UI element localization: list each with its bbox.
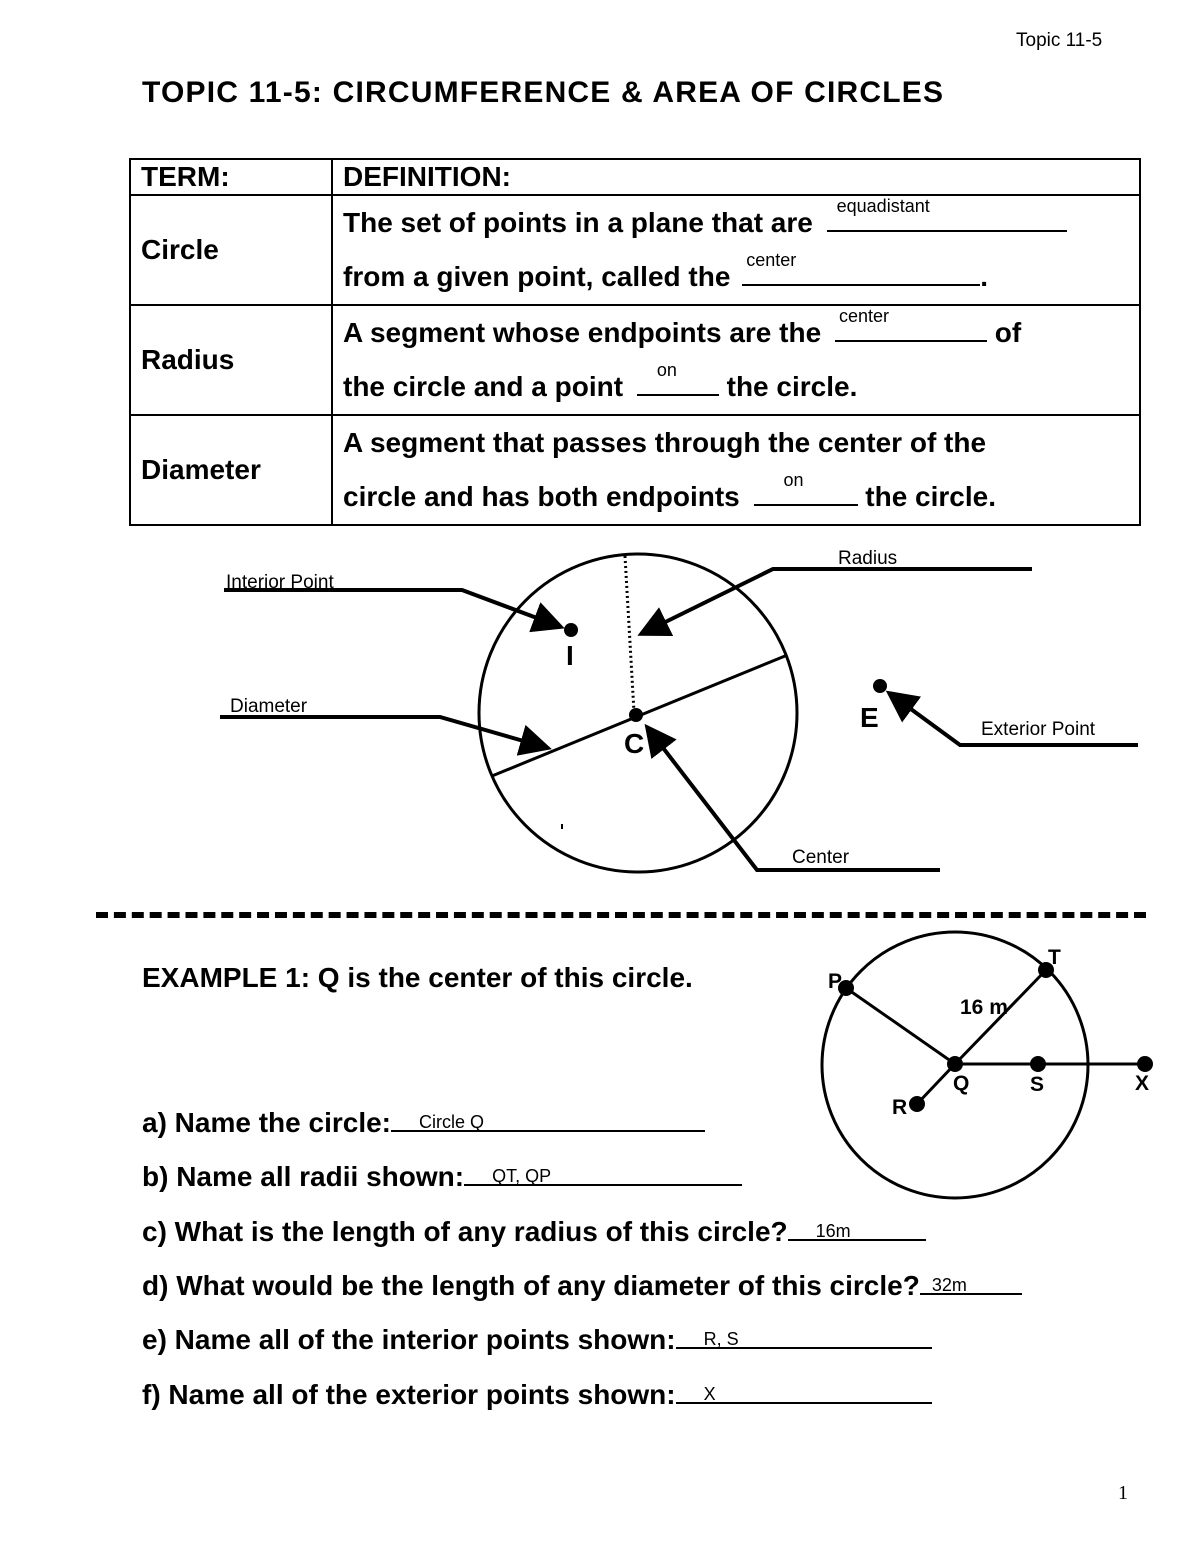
example-label-s: S bbox=[1030, 1073, 1045, 1096]
definition-text: the circle. bbox=[865, 481, 997, 512]
definition-text: of bbox=[994, 317, 1022, 348]
label-center: Center bbox=[792, 847, 850, 868]
point-q-dot bbox=[947, 1056, 963, 1072]
radius-leader bbox=[641, 569, 1032, 634]
answer-blank bbox=[391, 1104, 705, 1132]
column-header-definition: DEFINITION: bbox=[332, 159, 1140, 195]
handwritten-answer: Circle Q bbox=[419, 1112, 485, 1132]
handwritten-answer: equadistant bbox=[836, 196, 930, 216]
definition-text: A segment whose endpoints are the bbox=[343, 317, 822, 348]
interior-point-leader bbox=[224, 590, 561, 627]
point-e-dot bbox=[873, 679, 887, 693]
diameter-leader bbox=[220, 717, 548, 748]
radius-segment bbox=[625, 556, 634, 712]
handwritten-answer: 16m bbox=[815, 1221, 851, 1241]
question-text: c) What is the length of any radius of this circle? bbox=[142, 1216, 788, 1247]
handwritten-answer: QT, QP bbox=[492, 1166, 552, 1186]
definition-text: circle and has both endpoints bbox=[343, 481, 740, 512]
question-text: f) Name all of the exterior points shown: bbox=[142, 1379, 676, 1410]
definition-text: the circle. bbox=[726, 371, 858, 402]
point-r-dot bbox=[909, 1096, 925, 1112]
segment-qr bbox=[917, 1064, 955, 1104]
question-a bbox=[142, 1104, 705, 1139]
point-label-e: E bbox=[860, 702, 879, 733]
point-s-dot bbox=[1030, 1056, 1046, 1072]
answer-blank bbox=[788, 1213, 926, 1241]
definition-text: from a given point, called the bbox=[343, 261, 731, 292]
handwritten-answer: R, S bbox=[703, 1329, 739, 1349]
definition-text: A segment that passes through the center of the bbox=[343, 427, 987, 458]
example-title: EXAMPLE 1: Q is the center of this circle. bbox=[142, 962, 693, 993]
example-label-t: T bbox=[1048, 946, 1061, 969]
example-label-x: X bbox=[1135, 1072, 1150, 1095]
point-x-dot bbox=[1137, 1056, 1153, 1072]
question-d bbox=[142, 1267, 1022, 1302]
question-e bbox=[142, 1321, 932, 1356]
point-label-i: I bbox=[566, 640, 574, 671]
handwritten-answer: on bbox=[783, 470, 804, 490]
handwritten-answer: on bbox=[656, 360, 677, 380]
label-diameter: Diameter bbox=[230, 696, 308, 717]
point-c-dot bbox=[629, 708, 643, 722]
page-title: TOPIC 11-5: CIRCUMFERENCE & AREA OF CIRCLES bbox=[142, 76, 945, 109]
question-text: a) Name the circle: bbox=[142, 1107, 391, 1138]
point-label-c: C bbox=[624, 728, 645, 759]
answer-blank bbox=[464, 1158, 742, 1186]
term-diameter: Diameter bbox=[130, 415, 332, 525]
handwritten-answer: center bbox=[838, 306, 889, 326]
handwritten-answer: X bbox=[703, 1384, 716, 1404]
question-f bbox=[142, 1376, 932, 1411]
column-header-term: TERM: bbox=[130, 159, 332, 195]
example-label-radius-length: 16 m bbox=[960, 996, 1008, 1019]
question-b bbox=[142, 1158, 742, 1193]
answer-blank bbox=[676, 1321, 932, 1349]
question-text: d) What would be the length of any diameter of this circle? bbox=[142, 1270, 920, 1301]
handwritten-answer: center bbox=[746, 250, 797, 270]
segment-qp bbox=[846, 988, 955, 1064]
question-text: b) Name all radii shown: bbox=[142, 1161, 465, 1192]
example-label-q: Q bbox=[953, 1072, 970, 1095]
example-label-p: P bbox=[828, 970, 843, 993]
term-radius: Radius bbox=[130, 305, 332, 415]
section-divider bbox=[96, 912, 1146, 918]
label-radius: Radius bbox=[838, 548, 898, 569]
label-interior-point: Interior Point bbox=[226, 572, 334, 593]
definition-text: The set of points in a plane that are bbox=[343, 207, 813, 238]
definition-text: . bbox=[980, 261, 988, 292]
example-label-r: R bbox=[892, 1096, 908, 1119]
label-exterior-point: Exterior Point bbox=[981, 719, 1096, 740]
stray-mark bbox=[561, 824, 563, 829]
handwritten-answer: 32m bbox=[931, 1275, 967, 1295]
page-number: 1 bbox=[1118, 1482, 1128, 1504]
question-text: e) Name all of the interior points shown: bbox=[142, 1324, 676, 1355]
definition-text: the circle and a point bbox=[343, 371, 624, 402]
header-topic: Topic 11-5 bbox=[1016, 30, 1103, 51]
answer-blank bbox=[676, 1376, 932, 1404]
question-c bbox=[142, 1213, 926, 1248]
point-i-dot bbox=[564, 623, 578, 637]
answer-blank bbox=[920, 1267, 1022, 1295]
term-circle: Circle bbox=[130, 195, 332, 305]
